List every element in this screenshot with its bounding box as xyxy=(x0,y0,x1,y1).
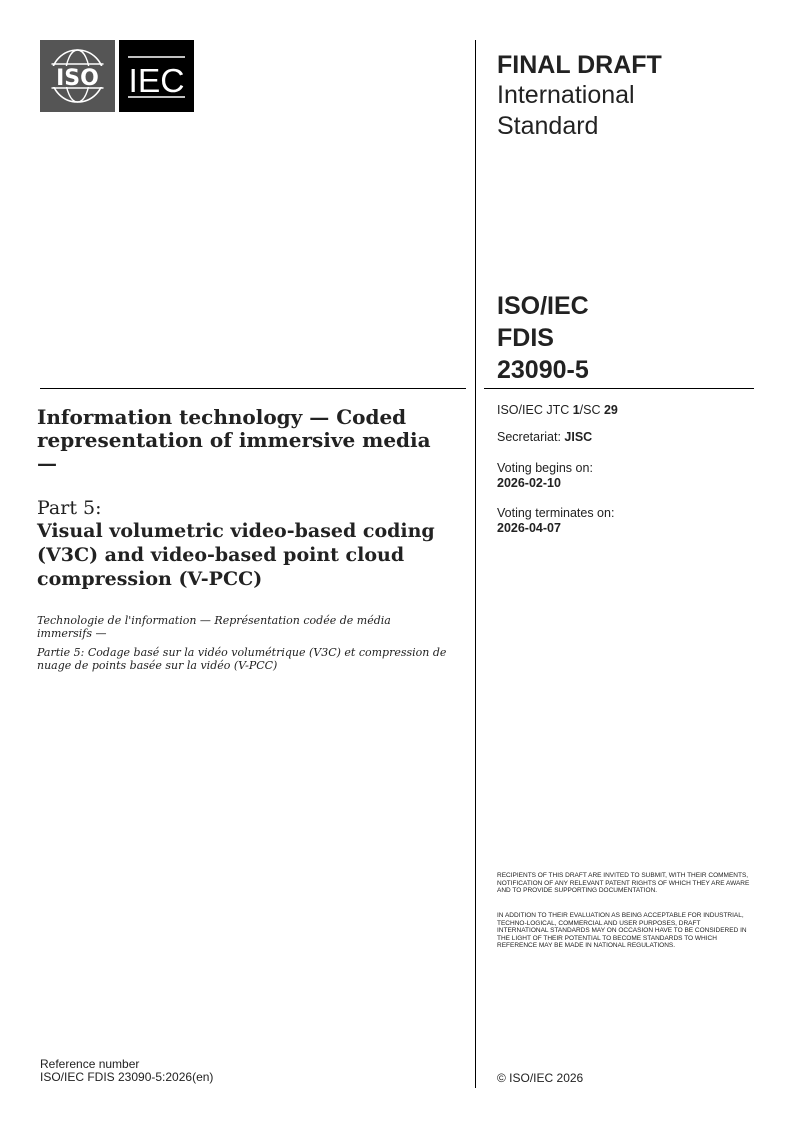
committee xyxy=(497,403,618,418)
french-main-title: Technologie de l'information — Représentation codée de média immersifs — xyxy=(37,614,391,640)
main-title: Information technology — Coded representation of immersive media — xyxy=(37,405,431,475)
iso-logo-text: ISO xyxy=(56,66,99,91)
patent-notice: RECIPIENTS OF THIS DRAFT ARE INVITED TO SUBMIT, WITH THEIR COMMENTS, NOTIFICATION OF ANY RELEVANT PATENT RIGHTS OF WHICH THEY ARE AWARE AND TO PROVIDE SUPPORTING DOCUMENTATION. xyxy=(497,872,750,895)
designation-line2: FDIS xyxy=(497,324,554,352)
reference-number: ISO/IEC FDIS 23090-5:2026(en) xyxy=(40,1070,214,1084)
voting-begins-date: 2026-02-10 xyxy=(497,476,561,490)
committee-sc: 29 xyxy=(603,403,618,417)
designation-line1: ISO/IEC xyxy=(497,292,589,320)
secretariat-label: Secretariat: xyxy=(497,430,565,444)
designation-line3: 23090-5 xyxy=(497,356,589,384)
voting-terminates xyxy=(497,506,614,536)
committee-sep: /SC xyxy=(579,403,604,417)
iec-logo xyxy=(119,40,194,112)
voting-begins-label: Voting begins on: xyxy=(497,461,593,475)
secretariat xyxy=(497,430,592,445)
committee-prefix: ISO/IEC JTC xyxy=(497,403,573,417)
iec-logo-text: IEC xyxy=(128,62,185,99)
doc-type-line2: Standard xyxy=(497,112,599,140)
doc-type-line1: International xyxy=(497,81,635,109)
part-label: Part 5: xyxy=(37,497,102,519)
document-designation xyxy=(497,290,589,386)
copyright: © ISO/IEC 2026 xyxy=(497,1071,584,1085)
french-part-title: Partie 5: Codage basé sur la vidéo volumétrique (V3C) et compression de nuage de points basée sur la vidéo (V-PCC) xyxy=(37,646,447,672)
evaluation-notice: IN ADDITION TO THEIR EVALUATION AS BEING ACCEPTABLE FOR INDUSTRIAL, TECHNO-LOGICAL, COMMERCIAL AND USER PURPOSES, DRAFT INTERNATIONAL STANDARDS MAY ON OCCASION HAVE TO BE CONSIDERED IN THE LIGHT OF THEIR POTENTIAL TO BECOME STANDARDS TO WHICH REFERENCE MAY BE MADE IN NATIONAL REGULATIONS. xyxy=(497,912,747,950)
voting-begins xyxy=(497,461,593,491)
document-status xyxy=(497,50,662,142)
voting-terminates-label: Voting terminates on: xyxy=(497,506,615,520)
right-separator xyxy=(484,388,754,389)
part-title: Visual volumetric video-based coding (V3C) and video-based point cloud compression (V-PCC) xyxy=(37,520,435,590)
voting-terminates-date: 2026-04-07 xyxy=(497,521,561,535)
reference-label: Reference number xyxy=(40,1057,140,1071)
secretariat-value: JISC xyxy=(564,430,593,444)
iso-logo xyxy=(40,40,115,112)
column-divider xyxy=(475,40,476,1088)
committee-jtc: 1 xyxy=(572,403,580,417)
left-separator xyxy=(40,388,466,389)
status-final-draft: FINAL DRAFT xyxy=(497,51,662,79)
